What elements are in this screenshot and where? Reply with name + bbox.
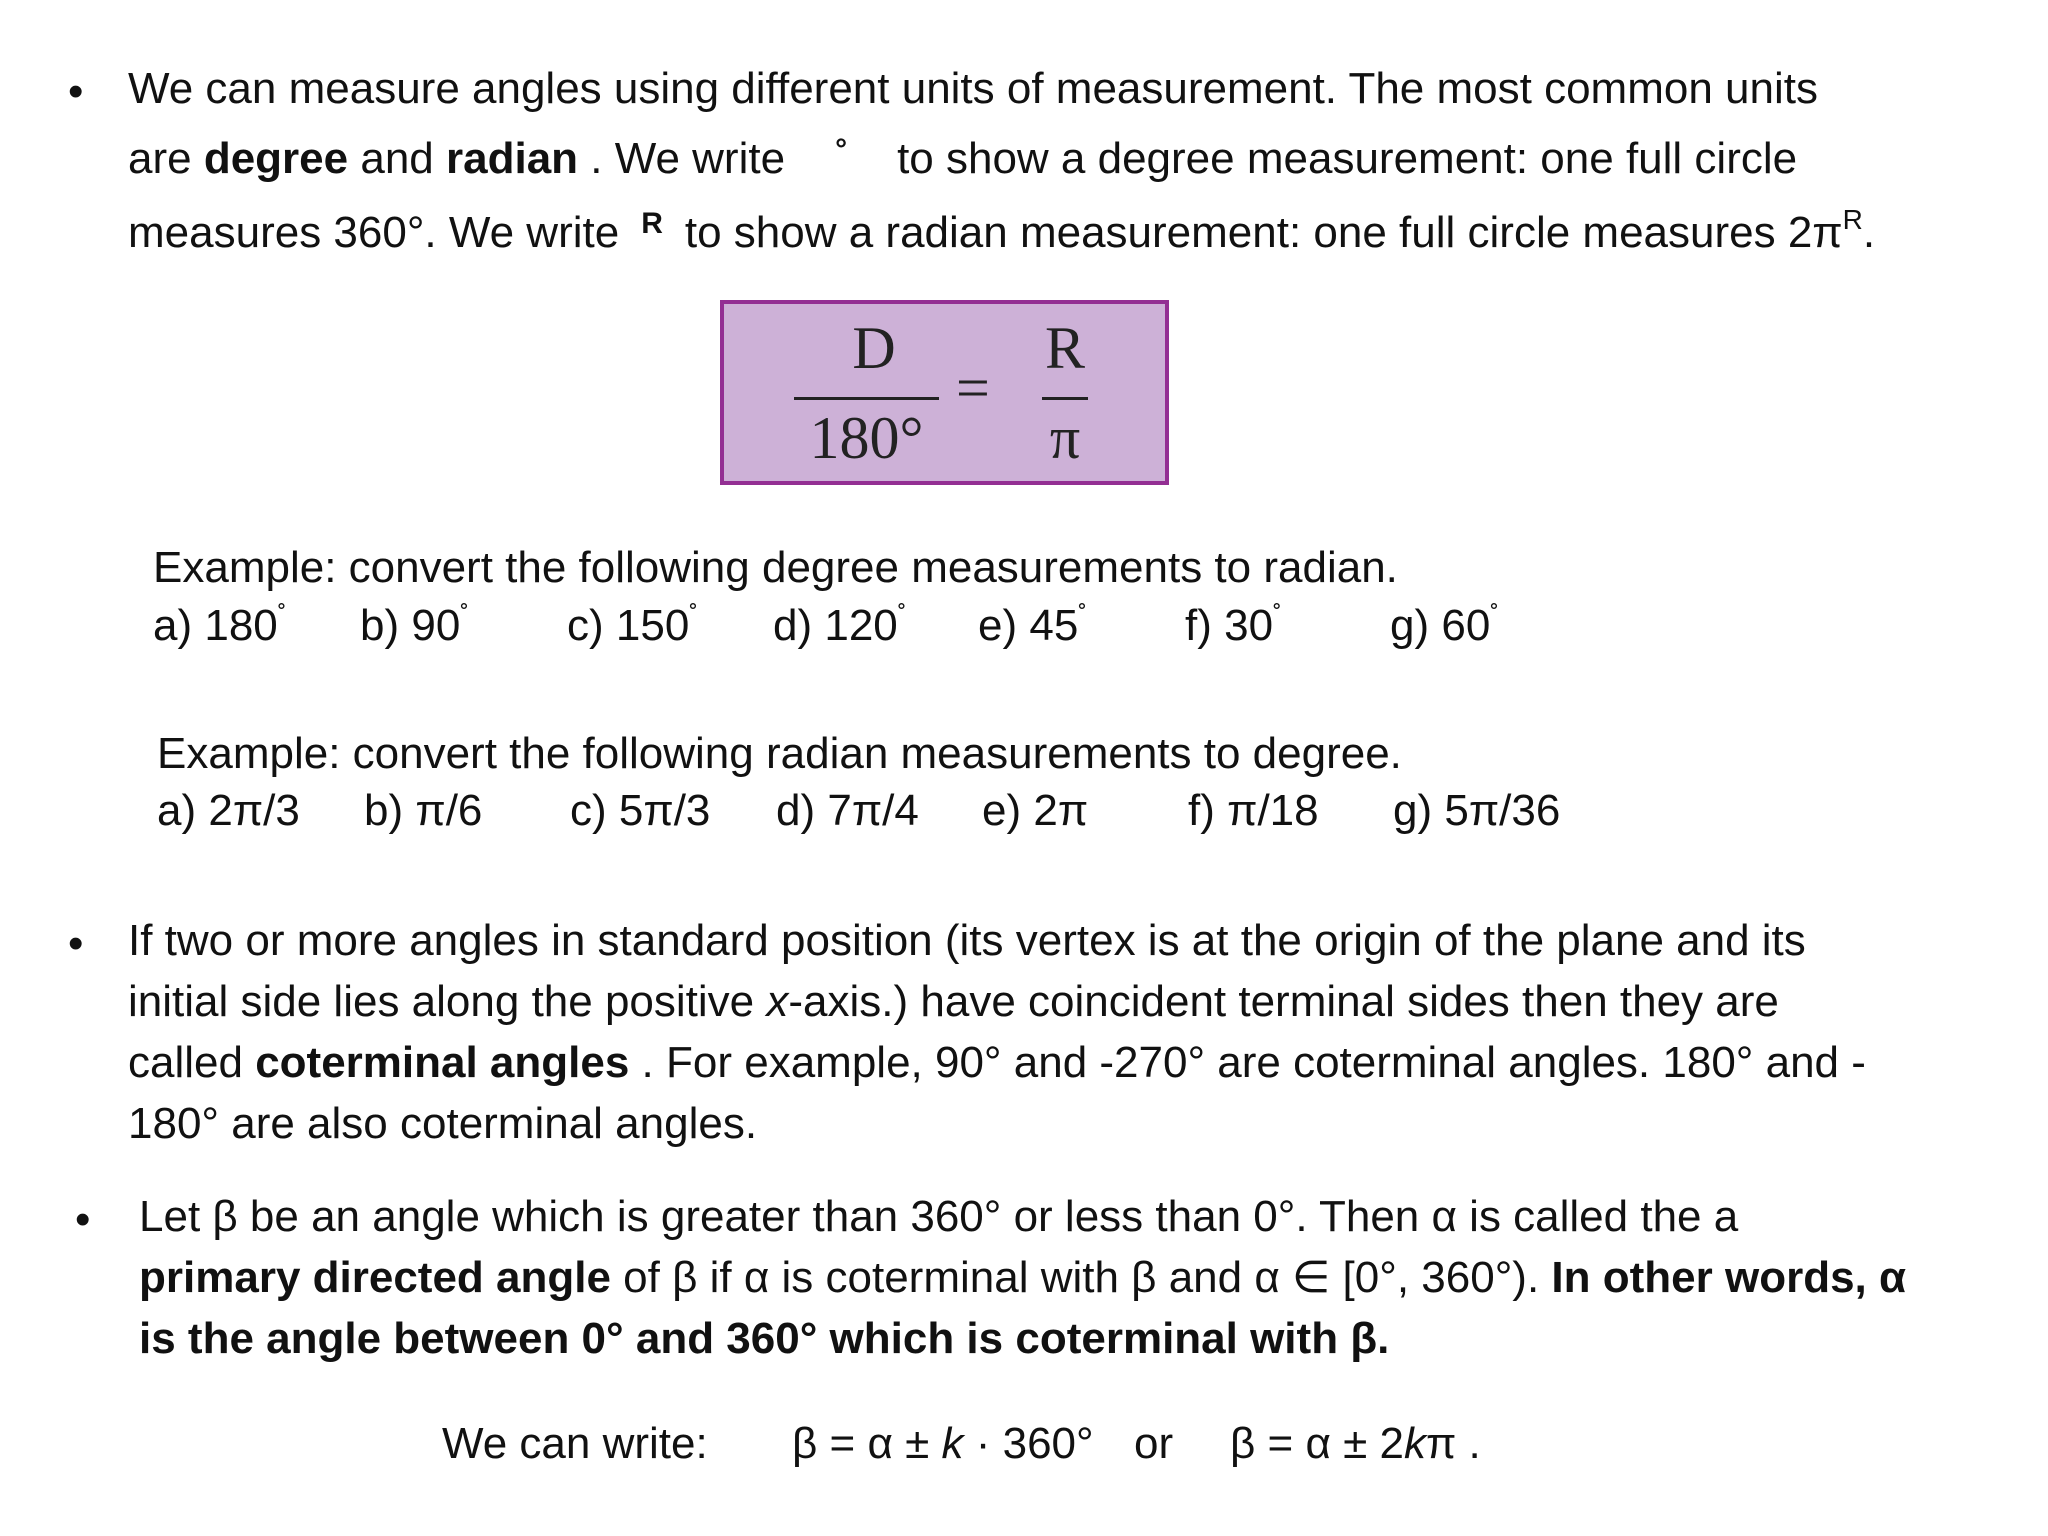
paragraph-units xyxy=(128,58,1875,263)
example-degree-item-b: b) 90˚ xyxy=(360,600,469,650)
example-degree-title: Example: convert the following degree measurements to radian. xyxy=(153,543,1398,592)
example-radian-item-a: a) 2π/3 xyxy=(157,786,300,835)
example-degree-item-d: d) 120˚ xyxy=(773,600,907,650)
paragraph-coterminal xyxy=(128,910,1866,1154)
fraction-denominator-180: 180° xyxy=(809,405,924,471)
fraction-denominator-pi: π xyxy=(1049,405,1081,471)
coterminal-line-3: called coterminal angles . For example, 90° and -270° are coterminal angles. 180° and - xyxy=(128,1038,1866,1087)
units-line-2: are degree and radian . We write ° to show a degree measurement: one full circle xyxy=(128,133,1798,183)
example-degree-item-f: f) 30˚ xyxy=(1185,600,1282,650)
formula-degrees: β = α ± k · 360° xyxy=(792,1419,1094,1468)
coterminal-line-4: 180° are also coterminal angles. xyxy=(128,1099,758,1148)
coterminal-line-2: initial side lies along the positive x-axis.) have coincident terminal sides then they are xyxy=(128,977,1779,1026)
example-degree-item-c: c) 150˚ xyxy=(567,600,698,650)
conversion-formula-box xyxy=(720,300,1169,485)
term-degree: degree xyxy=(203,134,349,183)
radian-superscript: R xyxy=(1842,204,1863,235)
coterminal-line-1: If two or more angles in standard position (its vertex is at the origin of the plane and its xyxy=(128,916,1806,965)
units-line-1: We can measure angles using different units of measurement. The most common units xyxy=(128,64,1818,113)
example-radian-item-c: c) 5π/3 xyxy=(570,786,711,835)
term-primary-directed-angle: primary directed angle xyxy=(139,1253,611,1302)
bullet-dot-2: • xyxy=(68,919,84,968)
fraction-numerator-d: D xyxy=(852,315,896,381)
primary-line-2: primary directed angle of β if α is coterminal with β and α ∈ [0°, 360°). In other words, α xyxy=(139,1253,1907,1302)
example-radian-item-e: e) 2π xyxy=(982,786,1089,835)
example-radian-item-d: d) 7π/4 xyxy=(776,786,919,835)
or-word: or xyxy=(1134,1419,1174,1468)
formula-radians: β = α ± 2kπ . xyxy=(1230,1419,1481,1468)
radian-symbol: R xyxy=(641,207,663,240)
fraction-bar-left xyxy=(794,397,939,400)
example-radian-title: Example: convert the following radian measurements to degree. xyxy=(157,729,1402,778)
example-degree-item-a: a) 180˚ xyxy=(153,600,287,650)
write-label: We can write: xyxy=(442,1419,708,1468)
degree-symbol: ° xyxy=(835,133,848,166)
term-coterminal-angles: coterminal angles xyxy=(255,1038,630,1087)
fraction-numerator-r: R xyxy=(1044,315,1086,381)
units-line-3: measures 360°. We write $^R$ to show a radian measurement: one full circle measures $2\pi^R$. xyxy=(128,204,1876,257)
primary-line-3: is the angle between 0° and 360° which is coterminal with β. xyxy=(139,1314,1390,1363)
example-radian-item-b: b) π/6 xyxy=(364,786,483,835)
bullet-dot-3: • xyxy=(75,1195,91,1244)
example-radian-item-f: f) π/18 xyxy=(1188,786,1319,835)
example-radian-item-g: g) 5π/36 xyxy=(1393,786,1561,835)
fraction-bar-right xyxy=(1042,397,1088,400)
example-degree-item-e: e) 45˚ xyxy=(978,600,1087,650)
equals-sign: = xyxy=(956,355,990,421)
paragraph-primary-angle xyxy=(139,1186,1906,1369)
primary-line-1: Let β be an angle which is greater than 360° or less than 0°. Then α is called the a xyxy=(139,1192,1739,1241)
term-radian: radian xyxy=(446,134,579,183)
example-degree-item-g: g) 60˚ xyxy=(1390,600,1499,650)
bullet-dot-1: • xyxy=(68,67,84,116)
